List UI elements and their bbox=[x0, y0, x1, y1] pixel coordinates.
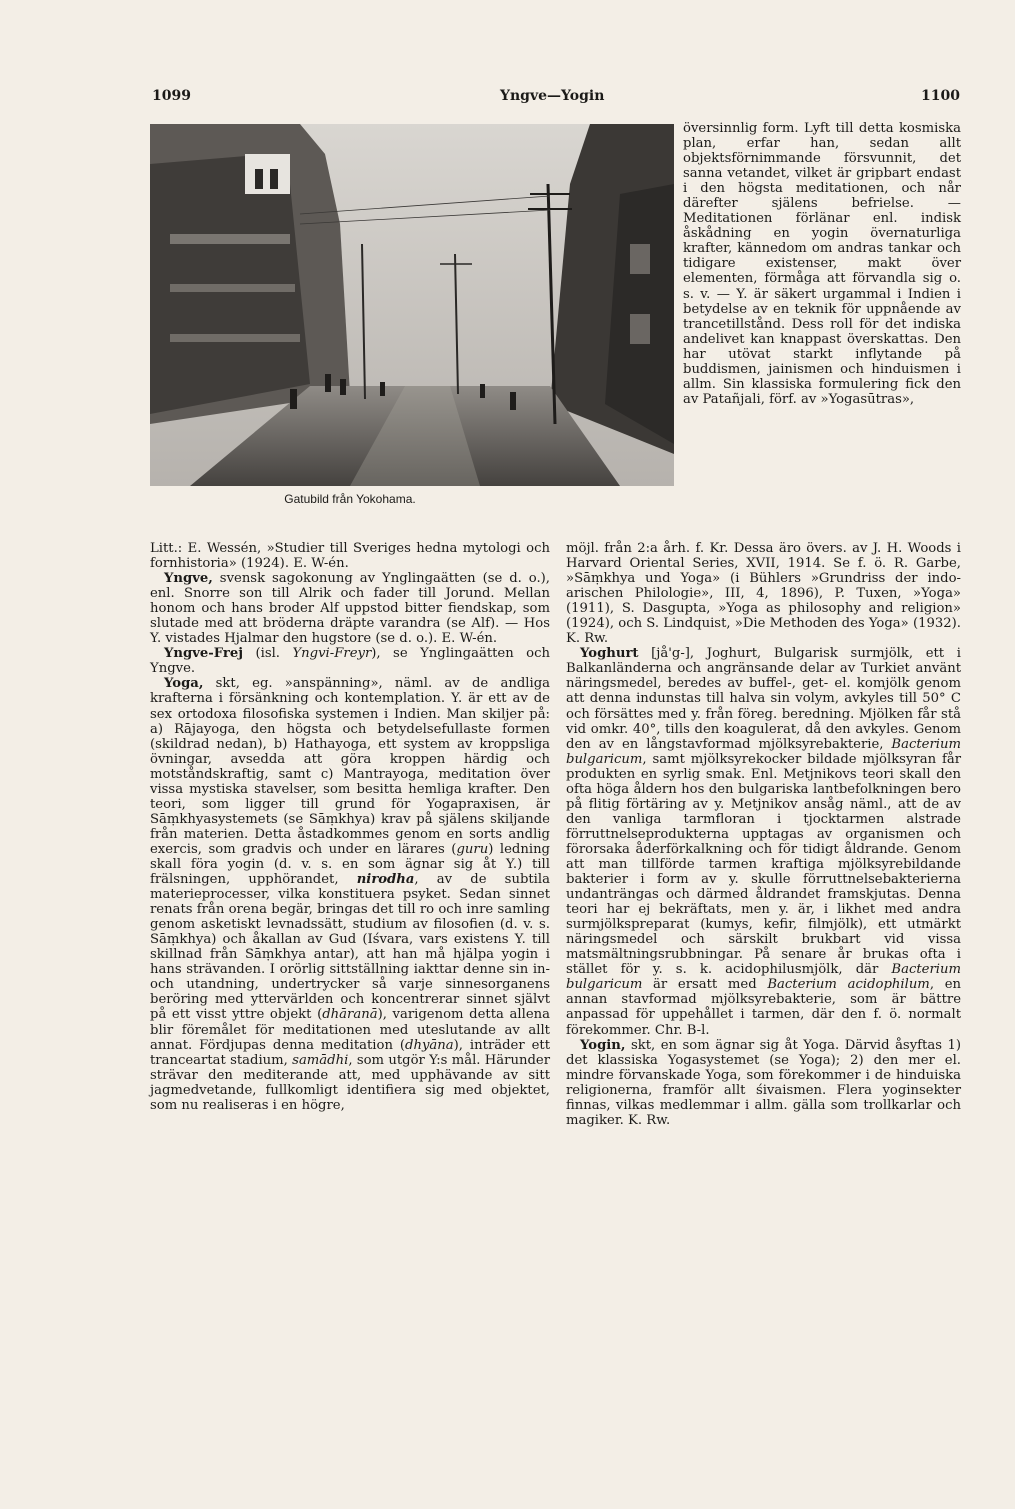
entry-yoga-text-c: , av de subtila materieprocesser, vilka konstituera psyket. Sedan sinnet renats från orena begär, bringas det till ro och inre samling genom asketiskt levnadssätt, studium av filosofien (d. v. s. Sāṃkhya) och åkallan av Gud (Iśvara, vars existens Y. till skillnad från Sāṃkhya antar), att han må hjälpa yogin i hans strävanden. I orörlig sittställning iakttar denne sin in- och utandning, undertrycker så varje sinnesorganens beröring med yttervärlden och koncentrerar sinnet självt på ett visst yttre objekt ( bbox=[150, 872, 550, 1023]
column-right bbox=[566, 541, 961, 1128]
page-number-right: 1100 bbox=[921, 88, 960, 104]
entry-yoghurt-text-d: , en annan stavformad mjölksyrebakterie, som är bättre anpassad för uppehållet i tarmen, där den f. ö. normalt förekommer. Chr. B-l. bbox=[566, 977, 961, 1038]
term-bacterium-bulgaricum-2: Bacterium bulgaricum bbox=[566, 962, 961, 993]
headword-yoghurt: Yoghurt bbox=[580, 646, 639, 662]
entry-yoghurt bbox=[566, 646, 961, 1037]
entry-yogin bbox=[566, 1038, 961, 1128]
yoga-continuation-text: översinnlig form. Lyft till detta kosmiska plan, erfar han, sedan allt objektsförnimmande försvunnit, det sanna vetandet, vilket är gripbart endast i den högsta meditationen, och når därefter själens befrielse. — Meditationen förlänar enl. indisk åskådning en yogin övernaturliga krafter, kännedom om andras tankar och tidigare existenser, makt över elementen, förmåga att förvandla sig o. s. v. — Y. är säkert urgammal i Indien i betydelse av en teknik för uppnående av trancetillstånd. Dess roll för det indiska andelivet kan knappast överskattas. Den har utövat starkt inflytande på buddismen, jainismen och hinduismen i allm. Sin klassiska formulering fick den av Patañjali, förf. av »Yogasūtras», bbox=[683, 121, 961, 407]
entry-yoga bbox=[150, 676, 550, 1112]
column-left bbox=[150, 541, 550, 1113]
headword-yngve-frej: Yngve-Frej bbox=[164, 646, 243, 662]
entry-yoga-text-d: ), varigenom detta allena blir föremålet för meditationen med uteslutande av allt annat. Fördjupas denna meditation ( bbox=[150, 1007, 550, 1053]
entry-yoghurt-text-a: [jå'g-], Joghurt, Bulgarisk surmjölk, ett i Balkanländerna och angränsande delar av Turkiet använt näringsmedel, beredes av buffel-, get- el. komjölk genom att denna indunstas till halva sin volym, avkyles till 50° C och försättes med y. från föreg. beredning. Mjölken får stå vid omkr. 40°, tills den koagulerat, då den avkyles. Genom den av en långstavformad mjölksyrebakterie, bbox=[566, 646, 961, 752]
entry-yoghurt-text-c: är ersatt med bbox=[642, 977, 768, 993]
column-right-top bbox=[683, 121, 961, 407]
entry-yoga-text-b: ) ledning skall föra yogin (d. v. s. en som ägnar sig åt Y.) till frälsningen, upphörandet, bbox=[150, 841, 551, 888]
running-header bbox=[150, 88, 962, 112]
yoga-references: möjl. från 2:a årh. f. Kr. Dessa äro övers. av J. H. Woods i Harvard Oriental Series, XVII, 1914. Se f. ö. R. Garbe, »Sāṃkhya und Yoga» (i Bühlers »Grundriss der indo-arischen Philologie», III, 4, 1896), P. Tuxen, »Yoga» (1911), S. Dasgupta, »Yoga as philosophy and religion» (1924), och S. Lindquist, »Die Methoden des Yoga» (1932). K. Rw. bbox=[566, 541, 961, 647]
page-number-left: 1099 bbox=[152, 88, 191, 104]
term-samadhi: samādhi bbox=[292, 1052, 349, 1068]
entry-yogin-body: skt, en som ägnar sig åt Yoga. Därvid åsyftas 1) det klassiska Yogasystemet (se Yoga); 2) den mer el. mindre förvanskade Yoga, som förekommer i de hinduiska religionerna, framför allt śivaismen. Flera yoginsekter finnas, vilkas medlemmar i allm. gälla som trollkarlar och magiker. K. Rw. bbox=[566, 1037, 961, 1128]
headword-yngve: Yngve, bbox=[164, 571, 213, 587]
term-guru: guru bbox=[456, 841, 489, 857]
headword-yogin: Yogin, bbox=[580, 1037, 626, 1053]
literature-reference: Litt.: E. Wessén, »Studier till Sveriges hedna mytologi och fornhistoria» (1924). E. W-én. bbox=[150, 541, 550, 572]
entry-yoga-text-a: skt, eg. »anspänning», näml. av de andliga krafterna i försänkning och kontemplation. Y. är ett av de sex ortodoxa filosofiska systemen i Indien. Man skiljer på: a) Rājayoga, den högsta och betydelsefullaste formen (skildrad nedan), b) Hathayoga, ett system av kroppsliga övningar, avsedda att göra kroppen härdig och motståndskraftig, samt c) Mantrayoga, meditation över vissa mystiska stavelser, som besitta hemliga krafter. Den teori, som ligger till grund för Yogapraxisen, är Sāṃkhyasystemets (se Sāṃkhya) krav på själens skiljande från materien. Detta åstadkommes genom en sorts andlig exercis, som gradvis och under en lärares ( bbox=[150, 676, 550, 857]
entry-yngve-frej bbox=[150, 646, 550, 676]
entry-yoga-text-f: , som utgör Y:s mål. Härunder strävar den mediterande att, med upphävande av sitt jagmedvetande, fullkomligt identifiera sig med objektet, som nu realiseras i en högre, bbox=[150, 1052, 550, 1113]
street-photo bbox=[150, 124, 674, 486]
entry-yngve bbox=[150, 571, 550, 646]
entry-yoga-text-e: ), inträder ett tranceartat stadium, bbox=[150, 1037, 550, 1068]
street-scene-illustration bbox=[150, 124, 674, 486]
figure-caption: Gatubild från Yokohama. bbox=[284, 492, 416, 506]
term-dharana: dhāranā bbox=[322, 1007, 378, 1023]
entry-frej-italic: Yngvi-Freyr bbox=[292, 646, 372, 662]
headword-yoga: Yoga, bbox=[164, 676, 204, 692]
term-bacterium-bulgaricum: Bacterium bulgaricum bbox=[566, 736, 961, 767]
entry-yngve-body: svensk sagokonung av Ynglingaätten (se d. o.), enl. Snorre son till Alrik och fader till Jorund. Mellan honom och hans broder Alf uppstod bitter fiendskap, som slutade med att bröderna dräpte varandra (se Alf). — Hos Y. vistades Hjalmar den hugstore (se d. o.). E. W-én. bbox=[150, 571, 550, 647]
term-dhyana: dhyāna bbox=[405, 1037, 454, 1053]
entry-frej-text-b: ), se Ynglingaätten och Yngve. bbox=[150, 646, 550, 677]
term-bacterium-acidophilum: Bacterium acidophilum bbox=[767, 977, 930, 993]
entry-frej-text-a: (isl. bbox=[243, 646, 293, 662]
term-nirodha: nirodha bbox=[356, 872, 415, 888]
entry-yoghurt-text-b: , samt mjölksyrekocker bildade mjölksyran får produkten en syrlig smak. Enl. Metjnikovs teori skall den ofta höga åldern hos den bulgariska lantbefolkningen bero på flitig förtäring av y. Metjnikov ansåg näml., att de av den vanliga tarmfloran i tjocktarmen alstrade förruttnelseprodukterna upptagas av organismen och förorsaka åderförkalkning och för tidigt åldrande. Genom att man tillförde tarmen kraftiga mjölksyrebildande bakterier i form av y. skulle förruttnelsebakterierna undanträngas och därmed åldrandet framskjutas. Denna teori har ej bekräftats, men y. är, i likhet med andra surmjölkspreparat (kumys, kefir, filmjölk), ett utmärkt näringsmedel och särskilt brukbart vid vissa matsmältningsrubbningar. På senare år brukas ofta i stället för y. s. k. acidophilusmjölk, där bbox=[566, 751, 961, 978]
page-title: Yngve—Yogin bbox=[500, 88, 605, 104]
